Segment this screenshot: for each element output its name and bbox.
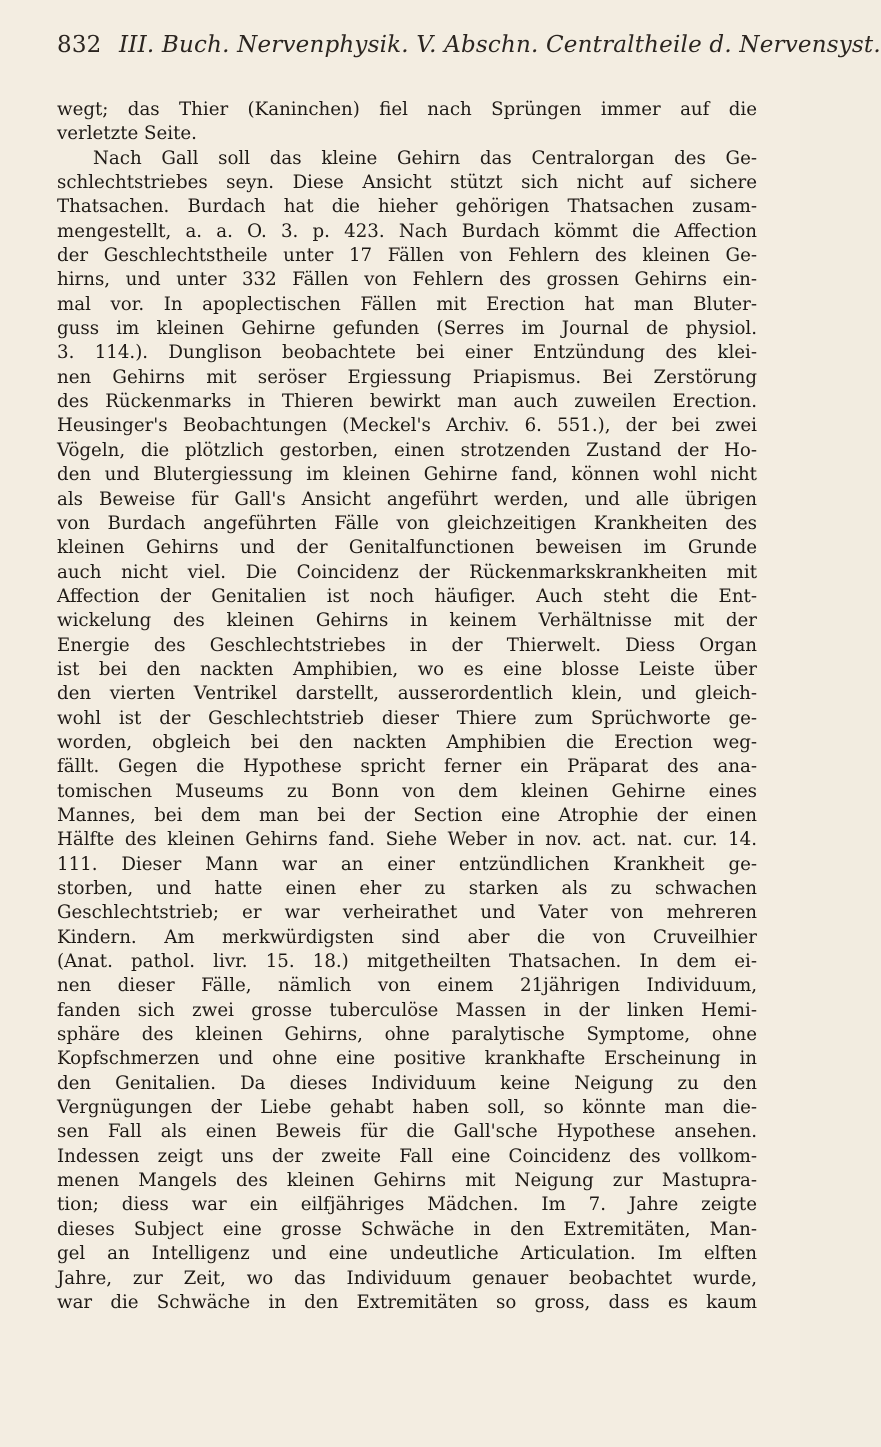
text-line: sphäre des kleinen Gehirns, ohne paralytische Symptome, ohne bbox=[57, 1024, 757, 1046]
text-line: Heusinger's Beobachtungen (Meckel's Archiv. 6. 551.), der bei zwei bbox=[57, 415, 757, 437]
text-line: wohl ist der Geschlechtstrieb dieser Thiere zum Sprüchworte ge- bbox=[57, 707, 757, 729]
text-line: 3. 114.). Dunglison beobachtete bei einer Entzündung des klei- bbox=[57, 342, 757, 364]
text-line: auch nicht viel. Die Coincidenz der Rückenmarkskrankheiten mit bbox=[57, 561, 757, 583]
text-line: Kindern. Am merkwürdigsten sind aber die von Cruveilhier bbox=[57, 926, 757, 948]
running-title: III. Buch. Nervenphysik. V. Abschn. Centraltheile d. Nervensyst. bbox=[119, 32, 881, 58]
text-line: sen Fall als einen Beweis für die Gall'sche Hypothese ansehen. bbox=[57, 1121, 757, 1143]
text-line: des Rückenmarks in Thieren bewirkt man auch zuweilen Erection. bbox=[57, 391, 757, 413]
text-line: verletzte Seite. bbox=[57, 123, 197, 145]
text-line: storben, und hatte einen eher zu starken als zu schwachen bbox=[57, 878, 757, 899]
running-header bbox=[57, 32, 881, 58]
text-line: ist bei den nackten Amphibien, wo es eine blosse Leiste über bbox=[57, 658, 757, 680]
text-line: dieses Subject eine grosse Schwäche in den Extremitäten, Man- bbox=[57, 1218, 757, 1240]
text-line: nen Gehirns mit seröser Ergiessung Priapismus. Bei Zerstörung bbox=[57, 366, 757, 388]
text-line: fanden sich zwei grosse tuberculöse Massen in der linken Hemi- bbox=[57, 999, 757, 1021]
text-line: fällt. Gegen die Hypothese spricht ferner ein Präparat des ana- bbox=[57, 756, 757, 778]
text-line: nen dieser Fälle, nämlich von einem 21jährigen Individuum, bbox=[57, 975, 757, 997]
text-line: war die Schwäche in den Extremitäten so gross, dass es kaum bbox=[57, 1291, 757, 1313]
text-line: der Geschlechtstheile unter 17 Fällen von Fehlern des kleinen Ge- bbox=[57, 245, 757, 267]
text-line: kleinen Gehirns und der Genitalfunctionen beweisen im Grunde bbox=[57, 537, 757, 559]
text-line: Vögeln, die plötzlich gestorben, einen strotzenden Zustand der Ho- bbox=[57, 439, 757, 461]
text-line: Geschlechtstrieb; er war verheirathet und Vater von mehreren bbox=[57, 902, 757, 924]
text-line: den vierten Ventrikel darstellt, ausserordentlich klein, und gleich- bbox=[57, 683, 757, 705]
text-line: von Burdach angeführten Fälle von gleichzeitigen Krankheiten des bbox=[57, 512, 757, 534]
text-line: Mannes, bei dem man bei der Section eine Atrophie der einen bbox=[57, 804, 757, 826]
text-line: mal vor. In apoplectischen Fällen mit Erection hat man Bluter- bbox=[57, 293, 757, 315]
text-line: tion; diess war ein eilfjähriges Mädchen. Im 7. Jahre zeigte bbox=[57, 1194, 757, 1216]
text-line: Nach Gall soll das kleine Gehirn das Centralorgan des Ge- bbox=[93, 147, 757, 169]
text-line: (Anat. pathol. livr. 15. 18.) mitgetheilten Thatsachen. In dem ei- bbox=[57, 951, 757, 973]
text-line: gel an Intelligenz und eine undeutliche Articulation. Im elften bbox=[57, 1243, 757, 1265]
body-text bbox=[57, 98, 757, 1315]
text-line: worden, obgleich bei den nackten Amphibien die Erection weg- bbox=[57, 731, 757, 753]
text-line: Thatsachen. Burdach hat die hieher gehörigen Thatsachen zusam- bbox=[57, 196, 757, 218]
text-line: Kopfschmerzen und ohne eine positive krankhafte Erscheinung in bbox=[57, 1048, 757, 1070]
text-line: Affection der Genitalien ist noch häufiger. Auch steht die Ent- bbox=[57, 585, 757, 607]
text-line: mengestellt, a. a. O. 3. p. 423. Nach Burdach kömmt die Affection bbox=[57, 220, 757, 242]
text-line: schlechtstriebes seyn. Diese Ansicht stützt sich nicht auf sichere bbox=[57, 172, 757, 194]
text-line: menen Mangels des kleinen Gehirns mit Neigung zur Mastupra- bbox=[57, 1170, 757, 1192]
text-line: wegt; das Thier (Kaninchen) fiel nach Sprüngen immer auf die bbox=[57, 99, 757, 120]
text-line: 111. Dieser Mann war an einer entzündlichen Krankheit ge- bbox=[57, 853, 757, 875]
text-line: Indessen zeigt uns der zweite Fall eine Coincidenz des vollkom- bbox=[57, 1145, 757, 1167]
text-line: hirns, und unter 332 Fällen von Fehlern des grossen Gehirns ein- bbox=[57, 269, 757, 291]
text-line: Jahre, zur Zeit, wo das Individuum genauer beobachtet wurde, bbox=[57, 1267, 757, 1289]
page-number: 832 bbox=[57, 32, 102, 58]
text-line: Hälfte des kleinen Gehirns fand. Siehe Weber in nov. act. nat. cur. 14. bbox=[57, 829, 757, 851]
text-line: den und Blutergiessung im kleinen Gehirne fand, können wohl nicht bbox=[57, 464, 757, 486]
text-line: Vergnügungen der Liebe gehabt haben soll, so könnte man die- bbox=[57, 1097, 757, 1119]
text-line: wickelung des kleinen Gehirns in keinem Verhältnisse mit der bbox=[57, 610, 757, 632]
text-line: als Beweise für Gall's Ansicht angeführt werden, und alle übrigen bbox=[57, 488, 757, 510]
text-line: tomischen Museums zu Bonn von dem kleinen Gehirne eines bbox=[57, 780, 757, 802]
text-line: Energie des Geschlechtstriebes in der Thierwelt. Diess Organ bbox=[57, 634, 757, 656]
text-line: guss im kleinen Gehirne gefunden (Serres im Journal de physiol. bbox=[57, 318, 757, 340]
text-line: den Genitalien. Da dieses Individuum keine Neigung zu den bbox=[57, 1072, 757, 1094]
